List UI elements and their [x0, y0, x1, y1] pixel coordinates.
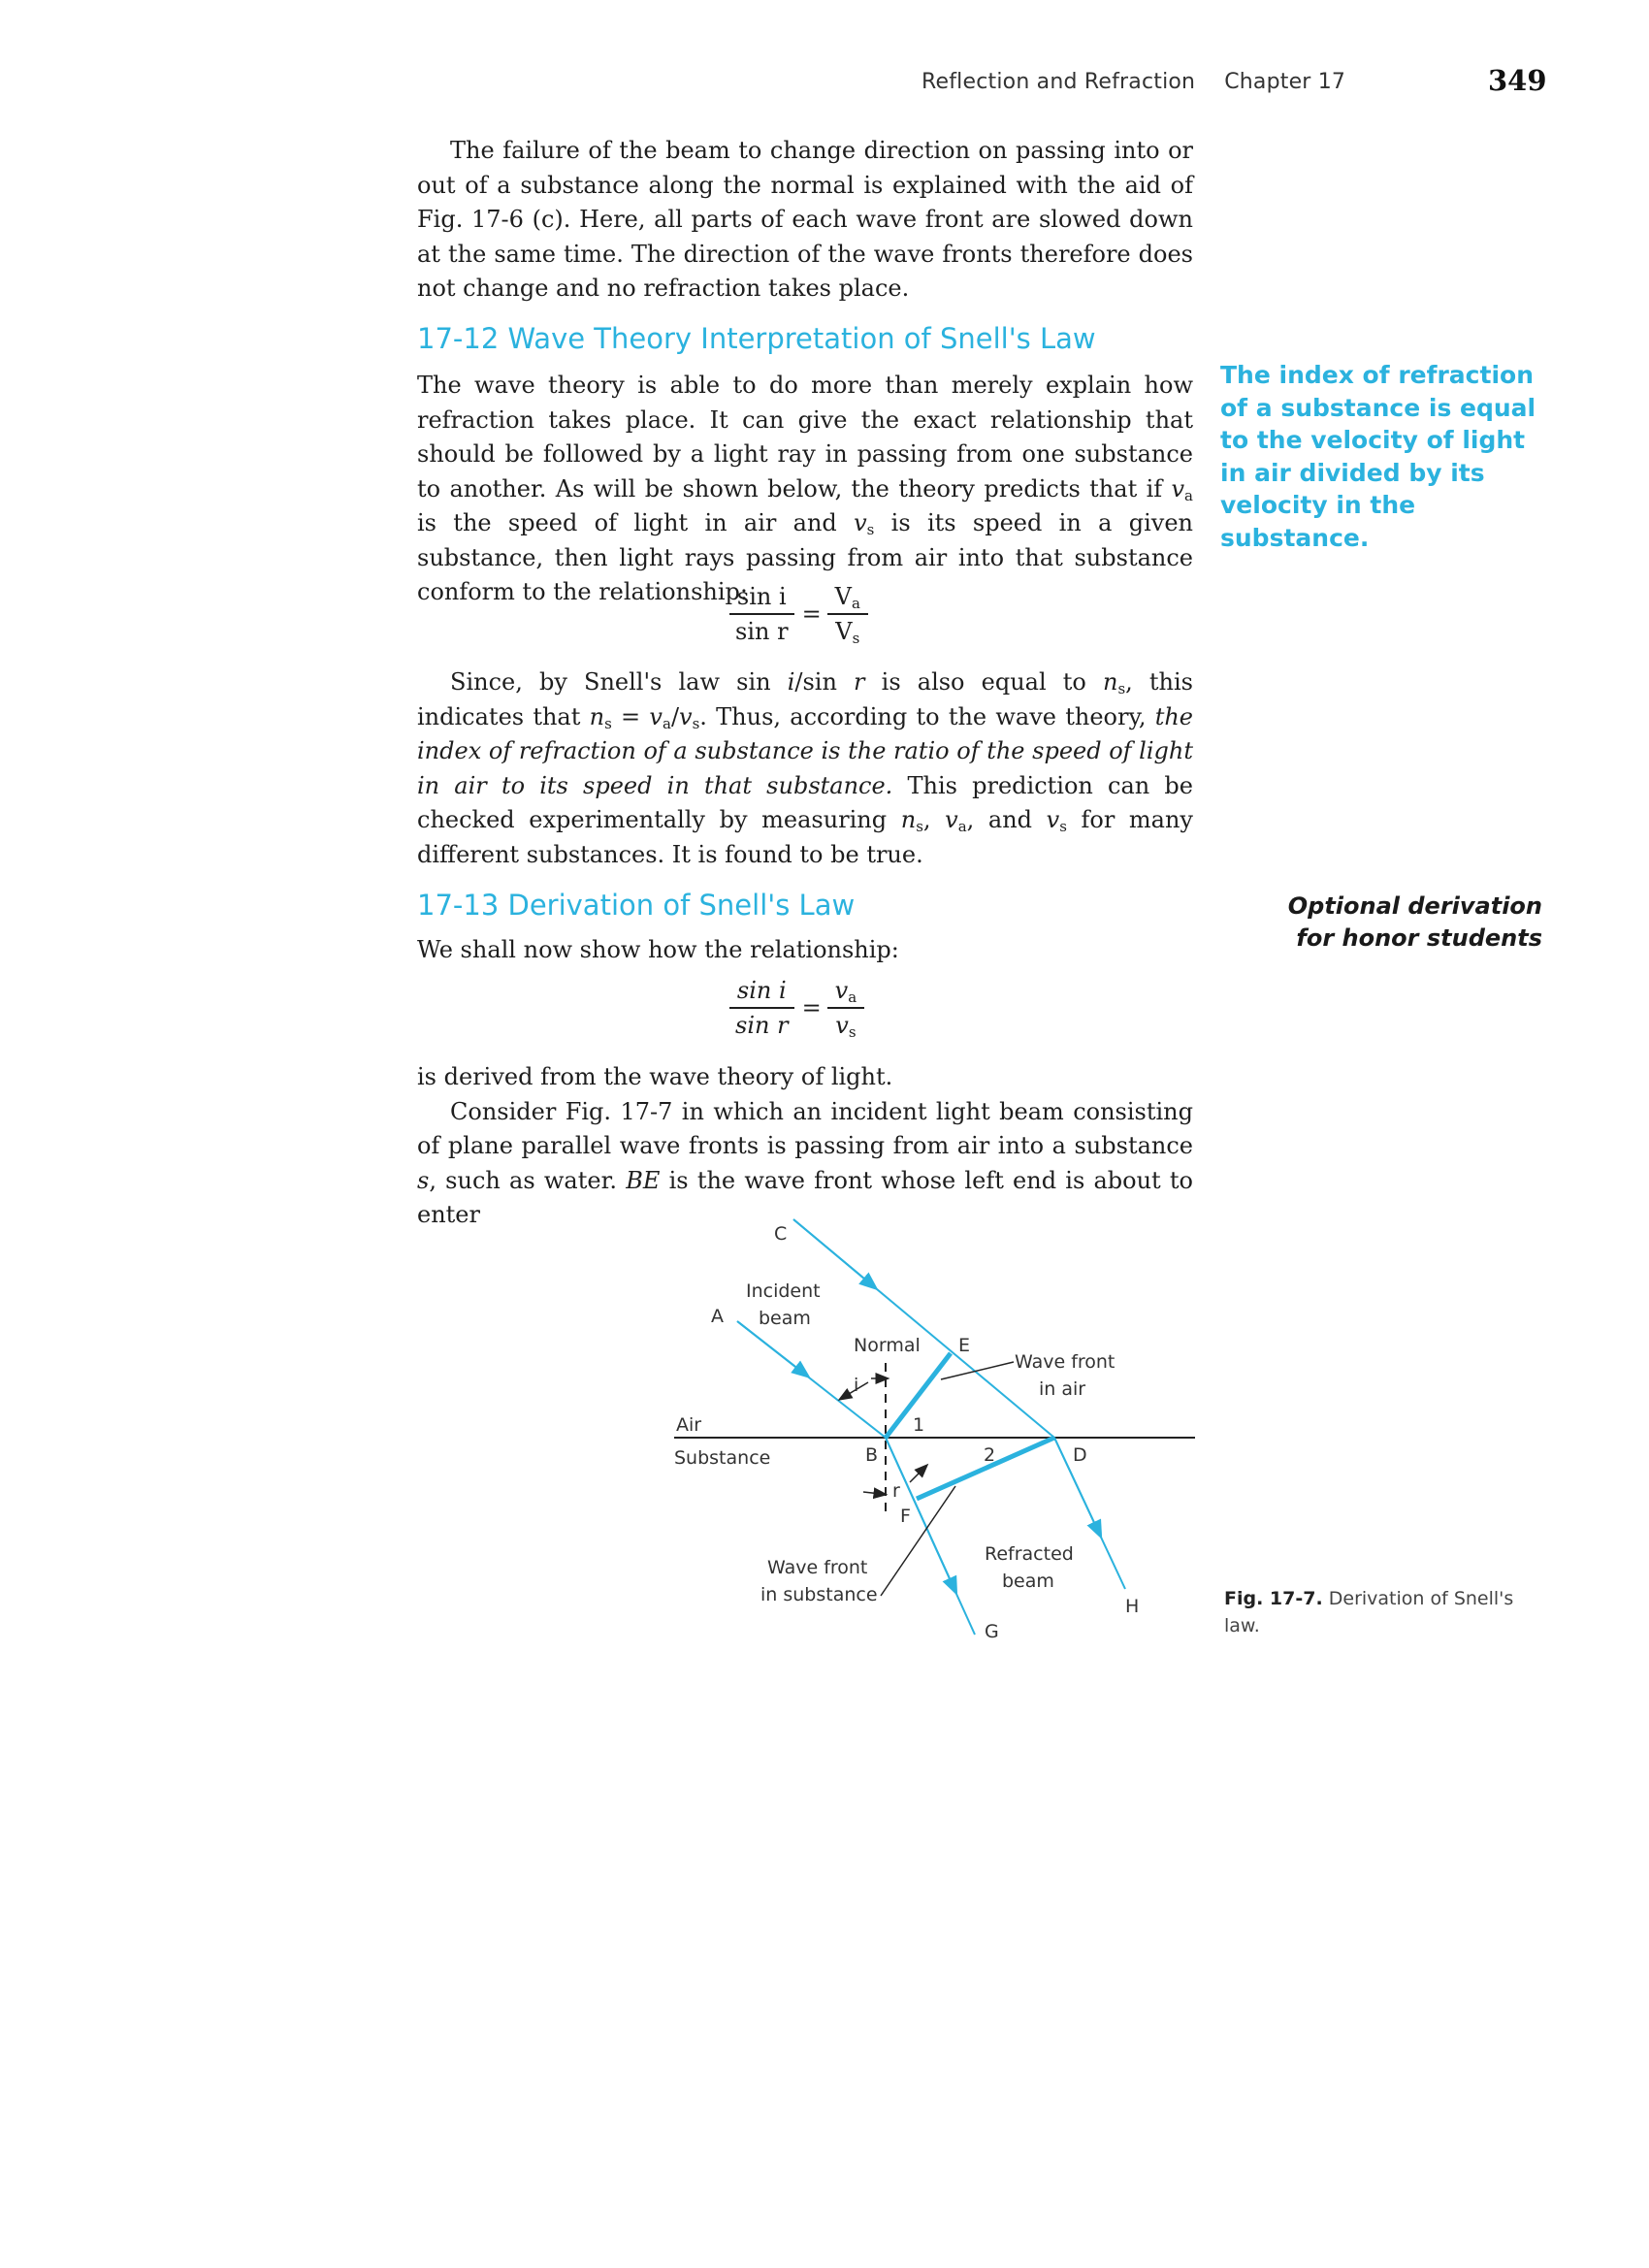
equation-snell-wave: $\frac{\text{sin i}}{\text{sin r}}$ = $\frac{V_a}{V_s}$ [728, 582, 868, 646]
label-F: F [900, 1506, 911, 1527]
label-2: 2 [984, 1444, 996, 1466]
label-wave-air-2: in air [1039, 1378, 1086, 1400]
margin-note-index-of-refraction: The index of refraction of a substance is equal to the velocity of light in air divided by its velocity in the substance. [1220, 361, 1536, 552]
section-12-paragraph-1: The wave theory is able to do more than merely explain how refraction takes place. It can give the exact relationship that should be followed by a light ray in passing from one substance to another. As will be shown below, the theory predicts that if $v_a$ is the speed of light in air and $v_s$ is its speed in a given substance, then light rays passing from air into that substance conform to the relationship: [417, 372, 1193, 605]
section-13-paragraph-1: We shall now show how the relationship: [417, 936, 899, 963]
label-incident-1: Incident [746, 1280, 821, 1302]
equation-snell-derivation: $\frac{\text{sin i}}{\text{sin r}}$ = $\frac{v_a}{v_s}$ [728, 976, 864, 1040]
running-title: Reflection and Refraction [922, 70, 1196, 94]
label-B: B [865, 1444, 879, 1466]
label-refracted-1: Refracted [985, 1543, 1074, 1565]
figure-caption-text: Derivation of Snell's law. [1224, 1588, 1514, 1636]
figure-caption [1224, 1585, 1535, 1639]
section-heading-17-12: 17-12 Wave Theory Interpretation of Snell's Law [417, 322, 1096, 355]
label-i: i [854, 1375, 859, 1396]
label-D: D [1073, 1444, 1087, 1466]
figure-caption-label: Fig. 17-7. [1224, 1588, 1323, 1609]
label-refracted-2: beam [1002, 1571, 1054, 1592]
intro-paragraph: The failure of the beam to change direction on passing into or out of a substance along the normal is explained with the aid of Fig. 17-6 (c). Here, all parts of each wave front are slowed down at the same time. The direction of the wave fronts therefore does not change and no refraction takes place. [417, 137, 1193, 302]
label-incident-2: beam [759, 1308, 811, 1329]
label-E: E [958, 1335, 971, 1356]
label-1: 1 [913, 1414, 925, 1436]
running-head [922, 70, 1345, 94]
label-wave-sub-1: Wave front [767, 1557, 868, 1578]
label-air: Air [676, 1414, 702, 1436]
section-12-paragraph-2: Since, by Snell's law sin i/sin r is also equal to $n_s$, this indicates that $n_s = v_a/v_s$. Thus, according to the wave theory, the index of refraction of a substance is the ratio of the speed of light in air to its speed in that substance. This prediction can be checked experimentally by measuring $n_s$, $v_a$, and $v_s$ for many different substances. It is found to be true. [417, 668, 1194, 868]
label-C: C [774, 1223, 788, 1245]
label-r: r [892, 1480, 900, 1502]
label-A: A [711, 1306, 724, 1327]
margin-note-optional-derivation: Optional derivation for honor students [1287, 892, 1542, 952]
figure-17-7-diagram [660, 1203, 1203, 1649]
section-13-paragraph-2: is derived from the wave theory of light. Consider Fig. 17-7 in which an incident light beam consisting of plane parallel wave fronts is passing from air into a substance s, such as water. BE is the wave front whose left end is about to enter [417, 1063, 1193, 1228]
label-substance: Substance [674, 1447, 771, 1469]
label-G: G [985, 1621, 999, 1642]
label-normal: Normal [854, 1335, 921, 1356]
page-number: 349 [1488, 64, 1547, 97]
label-wave-sub-2: in substance [760, 1584, 878, 1605]
chapter-label: Chapter 17 [1224, 70, 1346, 94]
label-wave-air-1: Wave front [1015, 1351, 1116, 1373]
section-heading-17-13: 17-13 Derivation of Snell's Law [417, 889, 856, 922]
label-H: H [1125, 1596, 1140, 1617]
